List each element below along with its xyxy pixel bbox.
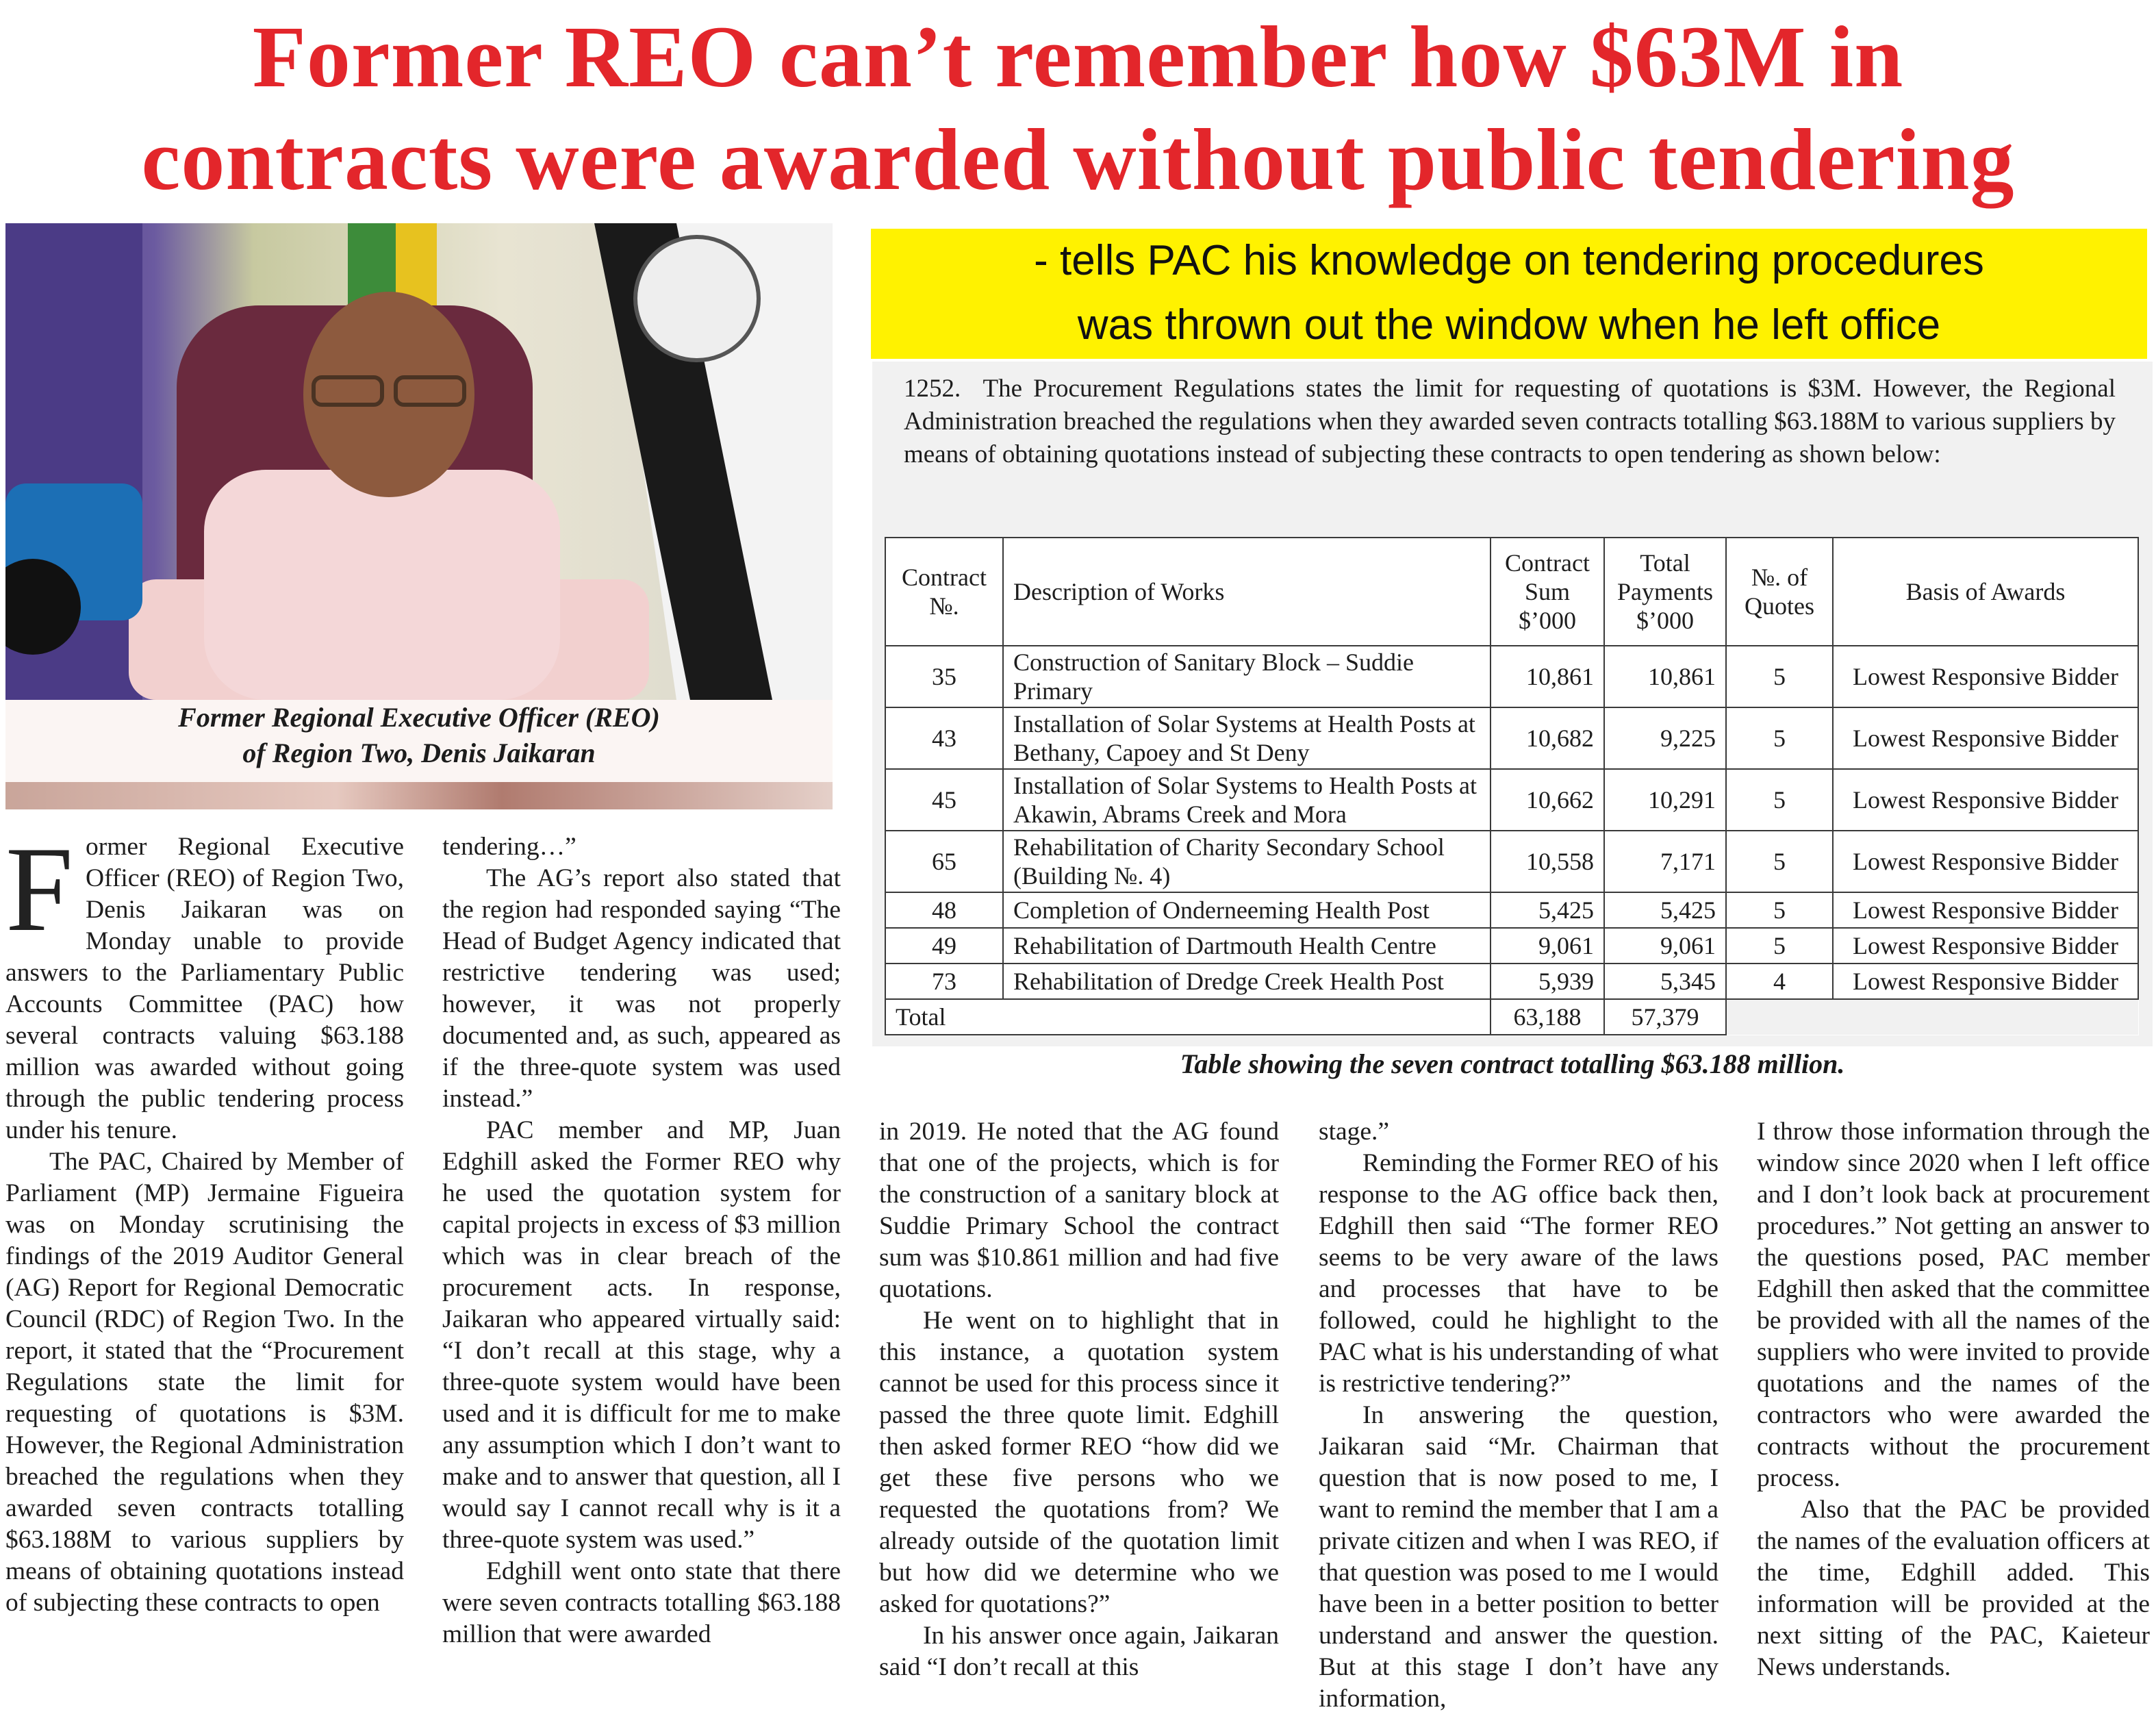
cell-contract-sum: 5,939 <box>1491 964 1604 999</box>
cell-total-payments: 5,425 <box>1604 892 1726 928</box>
photo-caption <box>5 700 833 782</box>
cell-contract-sum: 10,682 <box>1491 707 1604 769</box>
cell-total-payments: 9,061 <box>1604 928 1726 964</box>
cell-quotes: 5 <box>1726 892 1833 928</box>
cell-basis: Lowest Responsive Bidder <box>1833 769 2138 831</box>
table-total-row <box>885 999 2138 1035</box>
article-paragraph: The PAC, Chaired by Member of Parliament (MP) Jermaine Figueira was on Monday scrutinising the findings of the 2019 Auditor General (AG) Report for Regional Democratic Council (RDC) of Region Two. In the report, it stated that the “Procurement Regulations state the limit for requesting of quotations is $3M. However, the Regional Administration breached the regulations when they awarded seven contracts totalling $63.188M to various suppliers by means of obtaining quotations instead of subjecting these contracts to open <box>5 1148 404 1617</box>
contracts-table <box>885 537 2139 1035</box>
cell-total-payments: 10,291 <box>1604 769 1726 831</box>
cell-contract-no: 35 <box>885 646 1003 707</box>
cell-contract-sum: 10,662 <box>1491 769 1604 831</box>
photo-bottom-strip <box>5 782 833 809</box>
cell-total-payments: 10,861 <box>1604 646 1726 707</box>
cell-quotes: 5 <box>1726 707 1833 769</box>
cell-contract-no: 73 <box>885 964 1003 999</box>
reo-photo <box>5 223 833 700</box>
cell-description: Completion of Onderneeming Health Post <box>1003 892 1491 928</box>
cell-description: Installation of Solar Systems to Health Posts at Akawin, Abrams Creek and Mora <box>1003 769 1491 831</box>
cell-basis: Lowest Responsive Bidder <box>1833 831 2138 892</box>
article-paragraph: In his answer once again, Jaikaran said “I don’t recall at this <box>879 1622 1279 1681</box>
header-contract-sum: Contract Sum $’000 <box>1491 538 1604 646</box>
cell-description: Installation of Solar Systems at Health Posts at Bethany, Capoey and St Deny <box>1003 707 1491 769</box>
cell-basis: Lowest Responsive Bidder <box>1833 964 2138 999</box>
table-row <box>885 769 2138 831</box>
cell-total-payments: 7,171 <box>1604 831 1726 892</box>
article-paragraph: Also that the PAC be provided the names of the evaluation officers at the time, Edghill added. This information will be provided at the next sitting of the PAC, Kaieteur News understands. <box>1757 1496 2150 1681</box>
cell-contract-sum: 5,425 <box>1491 892 1604 928</box>
cell-basis: Lowest Responsive Bidder <box>1833 928 2138 964</box>
cell-quotes: 5 <box>1726 646 1833 707</box>
drop-cap: F <box>5 821 73 957</box>
cell-basis: Lowest Responsive Bidder <box>1833 892 2138 928</box>
cell-contract-sum: 9,061 <box>1491 928 1604 964</box>
headline-line-1: Former REO can’t remember how $63M in <box>252 8 1904 105</box>
cell-basis: Lowest Responsive Bidder <box>1833 707 2138 769</box>
table-row <box>885 964 2138 999</box>
cell-contract-sum: 10,861 <box>1491 646 1604 707</box>
cell-contract-no: 65 <box>885 831 1003 892</box>
cell-total-payments: 9,225 <box>1604 707 1726 769</box>
table-row <box>885 928 2138 964</box>
article-column-4 <box>1319 1116 1719 1715</box>
subheadline-line-2: was thrown out the window when he left office <box>1077 301 1941 349</box>
article-column-5 <box>1757 1116 2150 1683</box>
table-caption <box>872 1046 2153 1082</box>
cell-description: Rehabilitation of Charity Secondary School (Building №. 4) <box>1003 831 1491 892</box>
header-description: Description of Works <box>1003 538 1491 646</box>
header-contract-no: Contract №. <box>885 538 1003 646</box>
article-paragraph: Reminding the Former REO of his response to the AG office back then, Edghill then said “The former REO seems to be very aware of the laws and processes that have to be followed, could he highlight to the PAC what is his understanding of what is restrictive tendering?” <box>1319 1149 1719 1398</box>
article-paragraph: He went on to highlight that in this instance, a quotation system cannot be used for this process since it passed the three quote limit. Edghill then asked former REO “how did we get these five persons who we requested the quotations from? We already outside of the quotation limit but how did we determine who we asked for quotations?” <box>879 1307 1279 1618</box>
header-total-payments: Total Payments $’000 <box>1604 538 1726 646</box>
article-column-1 <box>5 821 404 1619</box>
total-contract-sum: 63,188 <box>1491 999 1604 1035</box>
cell-contract-sum: 10,558 <box>1491 831 1604 892</box>
table-row <box>885 707 2138 769</box>
contracts-table-wrapper <box>885 537 2139 1035</box>
table-row <box>885 831 2138 892</box>
article-paragraph: I throw those information through the window since 2020 when I left office and I don’t look back at procurement procedures.” Not getting an answer to the questions posed, PAC member Edghill then asked that the committee be provided with all the names of the suppliers who were invited to provide quotations and the names of the contractors who were awarded the contracts without the procurement process. <box>1757 1118 2150 1492</box>
headline-line-2: contracts were awarded without public tendering <box>141 111 2015 208</box>
empty-cell <box>1726 999 1833 1035</box>
cell-contract-no: 49 <box>885 928 1003 964</box>
total-payments: 57,379 <box>1604 999 1726 1035</box>
excerpt-paragraph: 1252. The Procurement Regulations states the limit for requesting of quotations is $3M. However, the Regional Administration breached the regulations when they awarded seven contracts totalling $63.188M to various suppliers by means of obtaining quotations instead of subjecting these contracts to open tendering as shown below: <box>904 375 2116 468</box>
cell-quotes: 5 <box>1726 769 1833 831</box>
subheadline-line-1: - tells PAC his knowledge on tendering procedures <box>1034 237 1984 284</box>
report-excerpt <box>872 362 2153 1079</box>
photo-caption-line-2: of Region Two, Denis Jaikaran <box>242 738 596 768</box>
headline <box>0 5 2156 211</box>
table-row <box>885 892 2138 928</box>
cell-quotes: 5 <box>1726 928 1833 964</box>
cell-description: Construction of Sanitary Block – Suddie Primary <box>1003 646 1491 707</box>
article-column-2 <box>442 831 841 1650</box>
article-paragraph-text: ormer Regional Executive Officer (REO) of Region Two, Denis Jaikaran was on Monday unable to provide answers to the Parliamentary Public Accounts Committee (PAC) how several contracts valuing $63.188 million was awarded without going through the public tendering process under his tenure. <box>5 833 404 1144</box>
header-basis-of-awards: Basis of Awards <box>1833 538 2138 646</box>
subheadline <box>871 229 2147 359</box>
table-caption-text: Table showing the seven contract totalling $63.188 million. <box>1180 1048 1845 1079</box>
reo-portrait-illustration <box>5 223 833 700</box>
article-paragraph: stage.” <box>1319 1118 1390 1146</box>
photo-caption-line-1: Former Regional Executive Officer (REO) <box>178 702 660 733</box>
article-paragraph: in 2019. He noted that the AG found that one of the projects, which is for the construction of a sanitary block at Suddie Primary School the contract sum was $10.861 million and had five quotations. <box>879 1118 1279 1303</box>
cell-quotes: 5 <box>1726 831 1833 892</box>
cell-total-payments: 5,345 <box>1604 964 1726 999</box>
header-no-of-quotes: №. of Quotes <box>1726 538 1833 646</box>
cell-description: Rehabilitation of Dredge Creek Health Post <box>1003 964 1491 999</box>
cell-contract-no: 48 <box>885 892 1003 928</box>
table-row <box>885 646 2138 707</box>
empty-cell <box>1833 999 2138 1035</box>
article-paragraph: Edghill went onto state that there were seven contracts totalling $63.188 million that were awarded <box>442 1557 841 1648</box>
article-paragraph: PAC member and MP, Juan Edghill asked the Former REO why he used the quotation system for capital projects in excess of $3 million which was in clear breach of the procurement acts. In response, Jaikaran who appeared virtually said: “I don’t recall at this stage, why a three-quote system would have been used and it is difficult for me to make any assumption which I don’t want to make and to answer that question, all I would say I cannot recall why is it a three-quote system was used.” <box>442 1116 841 1554</box>
article-paragraph: In answering the question, Jaikaran said “Mr. Chairman that question that is now posed to me, I want to remind the member that I am a private citizen and when I was REO, if that question was posed to me I would have been in a better position to better understand and answer the question. But at this stage I don’t have any information, <box>1319 1401 1719 1713</box>
total-label: Total <box>885 999 1491 1035</box>
cell-basis: Lowest Responsive Bidder <box>1833 646 2138 707</box>
article-column-3 <box>879 1116 1279 1683</box>
article-paragraph: The AG’s report also stated that the region had responded saying “The Head of Budget Agency indicated that restrictive tendering was used; however, it was not properly documented and, as such, appeared as if the three-quote system was used instead.” <box>442 864 841 1113</box>
article-paragraph <box>5 821 404 1146</box>
cell-contract-no: 43 <box>885 707 1003 769</box>
cell-contract-no: 45 <box>885 769 1003 831</box>
article-paragraph: tendering…” <box>442 833 576 861</box>
cell-quotes: 4 <box>1726 964 1833 999</box>
cell-description: Rehabilitation of Dartmouth Health Centre <box>1003 928 1491 964</box>
table-header-row <box>885 538 2138 646</box>
